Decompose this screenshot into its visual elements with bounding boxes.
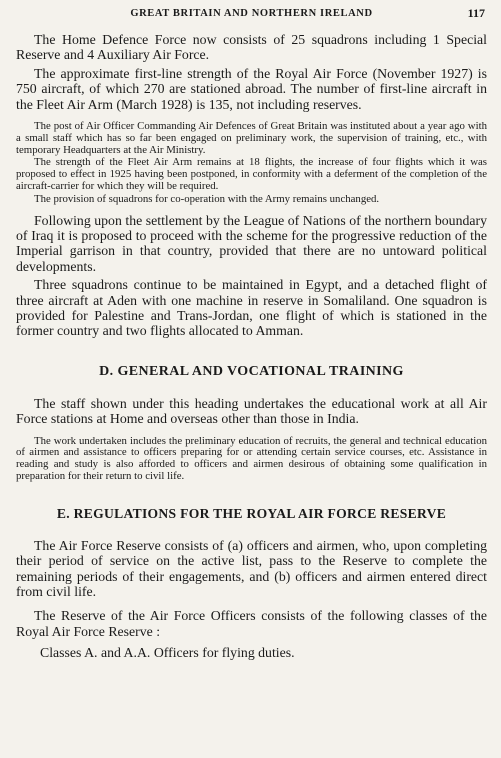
paragraph-egypt-squadrons: Three squadrons continue to be maintained in Egypt, and a detached flight of three aircraft at Aden with one machine in reserve in Somaliland. One squadron is provided for Palestine and Trans-Jordan, one flight of which is stationed in the former country and two flights allocated to Amman. bbox=[16, 277, 487, 339]
running-title: GREAT BRITAIN AND NORTHERN IRELAND bbox=[130, 8, 373, 19]
page-number: 117 bbox=[467, 6, 485, 20]
paragraph-air-defences-post: The post of Air Officer Commanding Air Defences of Great Britain was instituted about a year ago with a small staff which has so far been engaged on preliminary work, the supervision of training, etc., with temporary Headquarters at the Air Ministry. bbox=[16, 120, 487, 156]
paragraph-work-undertaken: The work undertaken includes the preliminary education of recruits, the general and technical education of airmen and assistance to officers preparing for or attending certain service courses, etc. Assistance in reading and study is also afforded to officers and airmen desirous of obtaining some qualification in preparation for their return to civil life. bbox=[16, 434, 487, 483]
paragraph-reserve-officers: The Reserve of the Air Force Officers consists of the following classes of the Royal Air Force Reserve : bbox=[16, 608, 487, 639]
paragraph-reserve-composition: The Air Force Reserve consists of (a) officers and airmen, who, upon completing their period of service on the active list, pass to the Reserve to complete the remaining periods of their engagements, and (b) officers and airmen entered direct from civil life. bbox=[16, 537, 487, 600]
paragraph-home-defence: The Home Defence Force now consists of 25 squadrons including 1 Special Reserve and 4 Auxiliary Air Force. bbox=[16, 32, 487, 63]
paragraph-fleet-air-arm: The strength of the Fleet Air Arm remains at 18 flights, the increase of four flights which it was proposed to effect in 1925 having been postponed, in conformity with a deferment of the completion of the aircraft-carrier for which they will be required. bbox=[16, 156, 487, 193]
paragraph-army-cooperation: The provision of squadrons for co-operation with the Army remains unchanged. bbox=[34, 192, 380, 205]
section-heading-e: E. REGULATIONS FOR THE ROYAL AIR FORCE RESERVE bbox=[56, 505, 447, 521]
list-item-classes-a: Classes A. and A.A. Officers for flying duties. bbox=[40, 645, 295, 661]
page-header bbox=[16, 6, 487, 26]
paragraph-educational-staff: The staff shown under this heading undertakes the educational work at all Air Force stations at Home and overseas other than those in India. bbox=[16, 395, 487, 427]
paragraph-iraq: Following upon the settlement by the League of Nations of the northern boundary of Iraq it is proposed to proceed with the scheme for the progressive reduction of the Imperial garrison in that country, provided that there are no untoward political developments. bbox=[16, 212, 487, 274]
section-heading-d: D. GENERAL AND VOCATIONAL TRAINING bbox=[99, 363, 404, 379]
paragraph-first-line-strength: The approximate first-line strength of the Royal Air Force (November 1927) is 750 aircraft, of which 270 are stationed abroad. The number of first-line aircraft in the Fleet Air Arm (March 1928) is 135, not including reserves. bbox=[16, 65, 487, 112]
